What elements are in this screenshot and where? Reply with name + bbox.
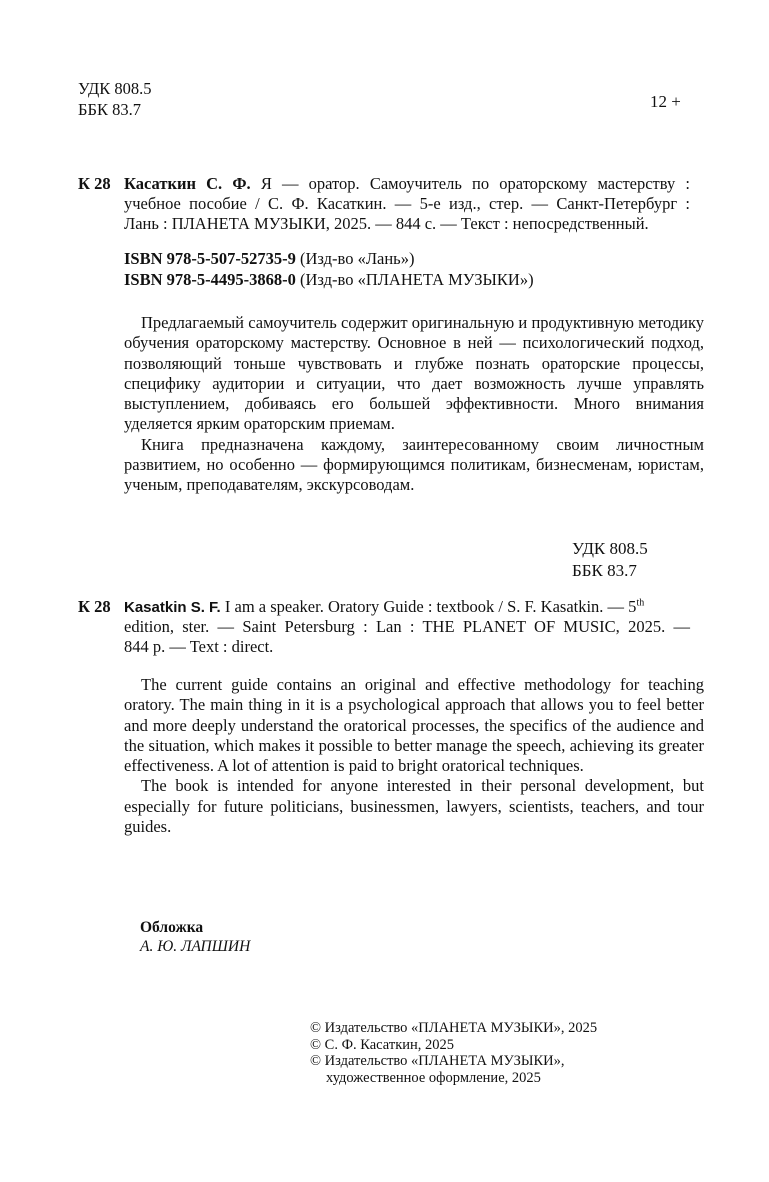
isbn-line: [124, 269, 534, 290]
author-name: Kasatkin S. F.: [124, 599, 221, 616]
isbn-block: [124, 248, 534, 290]
abstract-ru: [124, 313, 704, 496]
abstract-paragraph: The current guide contains an original and effective methodology for teaching oratory. The main thing in it is a psychological approach that allows you to feel better and more deeply understand the oratorical processes, the specifics of the audience and the situation, which makes it possible to better manage the speech, achieving its greater effectiveness. A lot of attention is paid to bright oratorical techniques.: [124, 675, 704, 776]
entry-line-2: edition, ster. — Saint Petersburg : Lan : THE PLANET OF MUSIC, 2025. —: [124, 617, 690, 636]
copyright-line: художественное оформление, 2025: [326, 1069, 541, 1086]
abstract-en: [124, 675, 704, 837]
isbn-number: ISBN 978-5-507-52735-9: [124, 249, 296, 268]
abstract-paragraph: Книга предназначена каждому, заинтересованному своим личностным развитием, но особенно — формирующимся политикам, бизнесменам, юристам, ученым, преподавателям, экскурсоводам.: [124, 434, 704, 495]
entry-line-2: учебное пособие / С. Ф. Касаткин. — 5-е изд., стер. — Санкт-Петербург :: [124, 194, 690, 213]
copyright-line: © С. Ф. Касаткин, 2025: [310, 1036, 455, 1053]
author-mark: К 28: [78, 597, 111, 616]
bibliographic-entry-ru: [78, 174, 690, 234]
bbk-code: ББК 83.7: [78, 100, 141, 119]
isbn-publisher: (Изд-во «ПЛАНЕТА МУЗЫКИ»): [300, 270, 534, 289]
udk-code: УДК 808.5: [78, 79, 152, 98]
entry-line-3: 844 p. — Text : direct.: [124, 637, 274, 656]
cover-title: Обложка: [140, 919, 204, 936]
abstract-paragraph: The book is intended for anyone interested in their personal development, but especially for future politicians, businessmen, lawyers, scientists, teachers, and tour guides.: [124, 776, 704, 837]
isbn-publisher: (Изд-во «Лань»): [300, 249, 415, 268]
edition-superscript: th: [636, 597, 645, 609]
bibliographic-entry-en: [78, 597, 690, 657]
bbk-code: ББК 83.7: [572, 561, 637, 580]
classification-codes-top: [78, 78, 152, 120]
entry-line-3: Лань : ПЛАНЕТА МУЗЫКИ, 2025. — 844 с. — Текст : непосредственный.: [124, 214, 649, 233]
author-mark: К 28: [78, 174, 111, 193]
entry-title: Я — оратор. Самоучитель по ораторскому мастерству :: [260, 174, 690, 193]
cover-artist: А. Ю. ЛАПШИН: [140, 938, 251, 955]
isbn-number: ISBN 978-5-4495-3868-0: [124, 270, 296, 289]
isbn-line: [124, 248, 534, 269]
age-rating: 12 +: [650, 92, 681, 111]
classification-codes-mid: [572, 538, 648, 582]
entry-title: I am a speaker. Oratory Guide : textbook / S. F. Kasatkin. — 5th: [224, 597, 645, 616]
copyright-line: © Издательство «ПЛАНЕТА МУЗЫКИ»,: [310, 1053, 565, 1069]
author-name: Касаткин С. Ф.: [124, 174, 251, 193]
cover-credit: [140, 918, 250, 956]
abstract-paragraph: Предлагаемый самоучитель содержит оригинальную и продуктивную методику обучения ораторскому мастерству. Основное в ней — психологический подход, позволяющий тоньше чувствовать и глубже познать ораторские процессы, специфику аудитории и ситуации, что дает возможность лучше управлять выступлением, добиваясь его большей эффективности. Много внимания уделяется ярким ораторским приемам.: [124, 313, 704, 434]
copyright-line: © Издательство «ПЛАНЕТА МУЗЫКИ», 2025: [310, 1020, 598, 1036]
udk-code: УДК 808.5: [572, 539, 648, 558]
copyright-block: [310, 1020, 597, 1086]
